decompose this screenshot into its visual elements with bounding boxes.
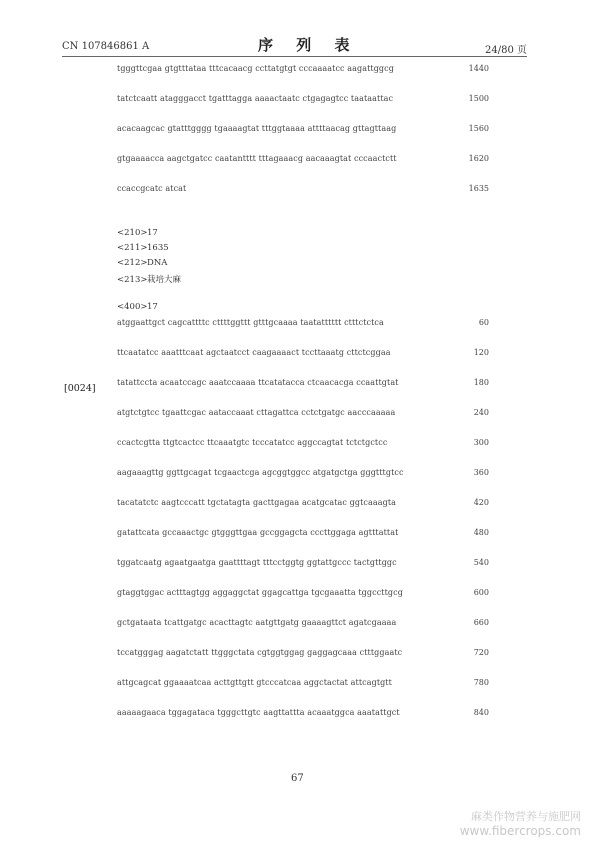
sequence-text: tgggttcgaa gtgtttataa tttcacaacg ccttatgtgt cccaaaatcc aagattggcg (117, 64, 394, 73)
sequence-position: 540 (473, 558, 489, 567)
sequence-position: 720 (473, 648, 489, 657)
sequence-row (117, 618, 489, 627)
sequence-text: acacaagcac gtatttgggg tgaaaagtat tttggtaaaa attttaacag gttagttaag (117, 124, 397, 133)
sequence-position: 1635 (468, 184, 489, 193)
meta-field-400 (117, 302, 158, 312)
sequence-row (117, 498, 489, 507)
sequence-text: attgcagcat ggaaaatcaa acttgttgtt gtcccatcaa aggctactat attcagtgtt (117, 678, 392, 687)
sequence-text: atgtctgtcc tgaattcgac aataccaaat cttagattca cctctgatgc aacccaaaaa (117, 408, 396, 417)
meta-field-210 (117, 228, 158, 238)
sequence-position: 480 (473, 528, 489, 537)
sequence-row (117, 558, 489, 567)
page-number: 67 (291, 773, 304, 784)
sequence-text: ttcaatatcc aaatttcaat agctaatcct caagaaaact tccttaaatg cttctcggaa (117, 348, 391, 357)
sequence-row (117, 348, 489, 357)
sequence-row (117, 94, 489, 103)
watermark-url: www.fibercrops.com (459, 824, 581, 838)
meta-key: <211> (117, 243, 148, 253)
sequence-position: 240 (473, 408, 489, 417)
page-counter: 24/80 页 (485, 45, 527, 56)
sequence-row (117, 184, 489, 193)
meta-value: 17 (147, 228, 158, 238)
meta-value: 栽培大麻 (147, 275, 182, 285)
header-rule (62, 56, 527, 57)
sequence-row (117, 124, 489, 133)
sequence-position: 840 (473, 708, 489, 717)
sequence-position: 60 (478, 318, 489, 327)
sequence-row (117, 154, 489, 163)
sequence-position: 1620 (468, 154, 489, 163)
sequence-position: 1560 (468, 124, 489, 133)
meta-key: <210> (117, 228, 148, 238)
meta-field-211 (117, 243, 169, 253)
sequence-position: 660 (473, 618, 489, 627)
meta-value: 17 (147, 302, 158, 312)
sequence-position: 420 (473, 498, 489, 507)
sequence-text: tccatgggag aagatctatt ttgggctata cgtggtggag gaggagcaaa ctttggaatc (117, 648, 403, 657)
sequence-row (117, 438, 489, 447)
sequence-text: aagaaagttg ggttgcagat tcgaactcga agcggtggcc atgatgctga gggtttgtcc (117, 468, 404, 477)
sequence-row (117, 648, 489, 657)
sequence-position: 600 (473, 588, 489, 597)
sequence-position: 780 (473, 678, 489, 687)
sequence-text: tatattccta acaatccagc aaatccaaaa ttcatatacca ctcaacacga ccaattgtat (117, 378, 399, 387)
meta-field-213 (117, 273, 181, 285)
sequence-text: gctgataata tcattgatgc acacttagtc aatgttgatg gaaaagttct agatcgaaaa (117, 618, 397, 627)
sequence-row (117, 318, 489, 327)
sequence-row (117, 708, 489, 717)
sequence-row (117, 408, 489, 417)
patent-number: CN 107846861 A (62, 41, 150, 52)
sequence-text: gatattcata gccaaactgc gtgggttgaa gccggagcta cccttggaga agtttattat (117, 528, 399, 537)
watermark (460, 808, 581, 838)
watermark-site-name: 麻类作物营养与施肥网 (471, 810, 581, 823)
meta-key: <213> (117, 275, 148, 285)
sequence-text: ccaccgcatc atcat (117, 184, 187, 193)
sequence-row (117, 678, 489, 687)
sequence-text: tggatcaatg agaatgaatga gaattttagt tttcctggtg ggtattgccc tactgttggc (117, 558, 397, 567)
sequence-text: tatctcaatt atagggacct tgatttagga aaaactaatc ctgagagtcc taataattac (117, 94, 394, 103)
sequence-text: tacatatctc aagtcccatt tgctatagta gacttgagaa acatgcatac ggtcaaagta (117, 498, 397, 507)
sequence-text: gtaggtggac actttagtgg aggaggctat ggagcattga tgcgaaatta tggccttgcg (117, 588, 403, 597)
sequence-text: gtgaaaacca aagctgatcc caatantttt tttagaaacg aacaaagtat cccaactctt (117, 154, 397, 163)
sequence-position: 120 (473, 348, 489, 357)
sequence-text: atggaattgct cagcattttc cttttggttt gtttgcaaaa taatatttttt ctttctctca (117, 318, 384, 327)
sequence-position: 1500 (468, 94, 489, 103)
page-title: 序 列 表 (258, 36, 359, 54)
sequence-text: ccactcgtta ttgtcactcc ttcaaatgtc tcccatatcc aggccagtat tctctgctcc (117, 438, 388, 447)
sequence-position: 360 (473, 468, 489, 477)
paragraph-label: [0024] (64, 383, 96, 394)
sequence-row (117, 468, 489, 477)
sequence-position: 1440 (468, 64, 489, 73)
sequence-row (117, 528, 489, 537)
meta-key: <400> (117, 302, 148, 312)
sequence-position: 180 (473, 378, 489, 387)
sequence-row (117, 588, 489, 597)
sequence-position: 300 (473, 438, 489, 447)
meta-value: 1635 (147, 243, 169, 253)
meta-value: DNA (147, 258, 168, 268)
sequence-text: aaaaagaaca tggagataca tgggcttgtc aagttattta acaaatggca aaatattgct (117, 708, 400, 717)
sequence-row (117, 378, 489, 387)
meta-field-212 (117, 258, 167, 268)
meta-key: <212> (117, 258, 148, 268)
sequence-row (117, 64, 489, 73)
